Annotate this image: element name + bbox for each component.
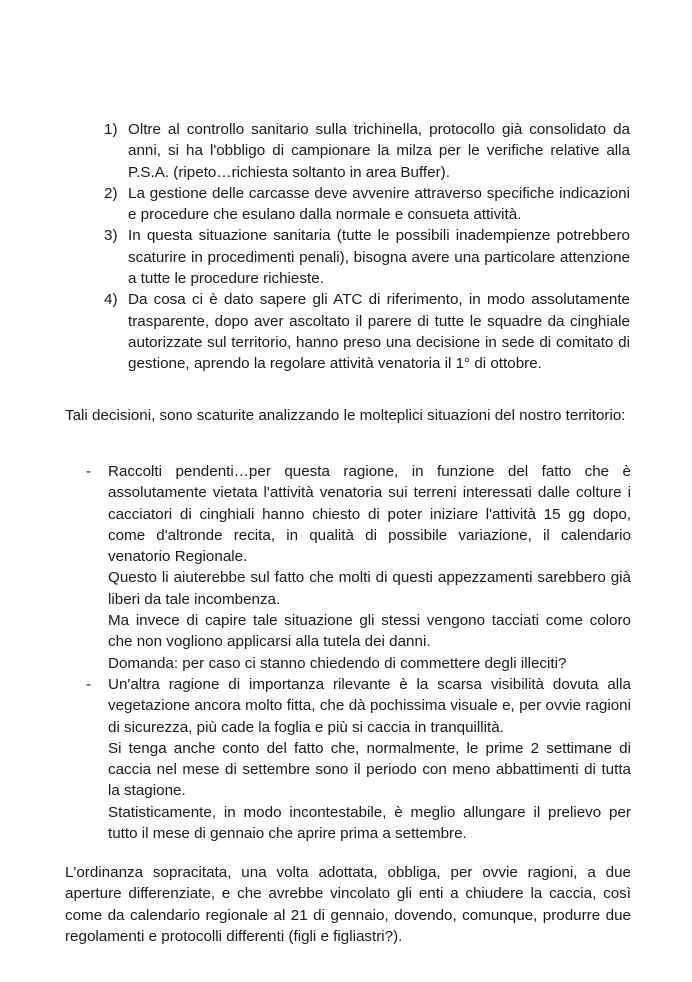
list-item	[104, 119, 630, 183]
closing-paragraph: L'ordinanza sopracitata, una volta adottata, obbliga, per ovvie ragioni, a due aperture differenziate, e che avrebbe vincolato gli enti a chiudere la caccia, così come da calendario regionale al 21 di gennaio, dovendo, comunque, produrre due regolamenti e protocolli differenti (figli e figliastri?).	[65, 864, 631, 945]
list-paragraph: Ma invece di capire tale situazione gli stessi vengono tacciati come coloro che non vogliono applicarsi alla tutela dei danni.	[108, 612, 631, 651]
dashed-list	[86, 461, 631, 844]
numbered-list	[104, 119, 630, 375]
list-paragraph: Statisticamente, in modo incontestabile, è meglio allungare il prelievo per tutto il mese di gennaio che aprire prima a settembre.	[108, 803, 631, 843]
list-item	[104, 225, 630, 289]
list-paragraph: Si tenga anche conto del fatto che, normalmente, le prime 2 settimane di caccia nel mese di settembre sono il periodo con meno abbattimenti di tutta la stagione.	[108, 739, 631, 800]
list-paragraph: Raccolti pendenti…per questa ragione, in funzione del fatto che è assolutamente vietata l'attività venatoria sui terreni interessati dalle colture i cacciatori di cinghiali hanno chiesto di poter iniziare l'attività 15 gg dopo, come d'altronde recita, in qualità di possibile variazione, il calendario venatorio Regionale.	[108, 463, 631, 566]
list-item	[86, 461, 631, 674]
list-paragraph: Un'altra ragione di importanza rilevante è la scarsa visibilità dovuta alla vegetazione ancora molto fitta, che dà pochissima visuale e, per ovvie ragioni di sicurezza, più cade la foglia e più si caccia in tranquillità.	[108, 675, 631, 736]
list-item	[104, 183, 630, 226]
list-item-text: Da cosa ci è dato sapere gli ATC di riferimento, in modo assolutamente trasparente, dopo aver ascoltato il parere di tutte le squadre da cinghiale autorizzate sul territorio, hanno preso una decisione in sede di comitato di gestione, aprendo la regolare attività venatoria il 1° di ottobre.	[128, 291, 630, 373]
list-item-text: Oltre al controllo sanitario sulla trichinella, protocollo già consolidato da anni, si ha l'obbligo di campionare la milza per le verifiche relative alla P.S.A. (ripeto…richiesta soltanto in area Buffer).	[128, 121, 630, 181]
list-item	[86, 674, 631, 844]
intro-paragraph: Tali decisioni, sono scaturite analizzando le molteplici situazioni del nostro territorio:	[65, 407, 626, 424]
list-paragraph: Domanda: per caso ci stanno chiedendo di commettere degli illeciti?	[108, 654, 567, 672]
list-marker: -	[86, 463, 92, 480]
list-marker: 3)	[104, 227, 118, 245]
list-item-text: La gestione delle carcasse deve avvenire attraverso specifiche indicazioni e procedure che esulano dalla normale e consueta attività.	[128, 184, 630, 224]
list-item	[104, 289, 630, 374]
list-marker: 1)	[104, 121, 118, 138]
list-item-text: In questa situazione sanitaria (tutte le possibili inadempienze potrebbero scaturire in procedimenti penali), bisogna avere una particolare attenzione a tutte le procedure richieste.	[128, 227, 630, 288]
list-paragraph: Questo li aiuterebbe sul fatto che molti di questi appezzamenti sarebbero già liberi da tale incombenza.	[108, 569, 631, 608]
list-marker: -	[86, 675, 92, 693]
list-marker: 2)	[104, 184, 118, 202]
list-marker: 4)	[104, 291, 118, 309]
